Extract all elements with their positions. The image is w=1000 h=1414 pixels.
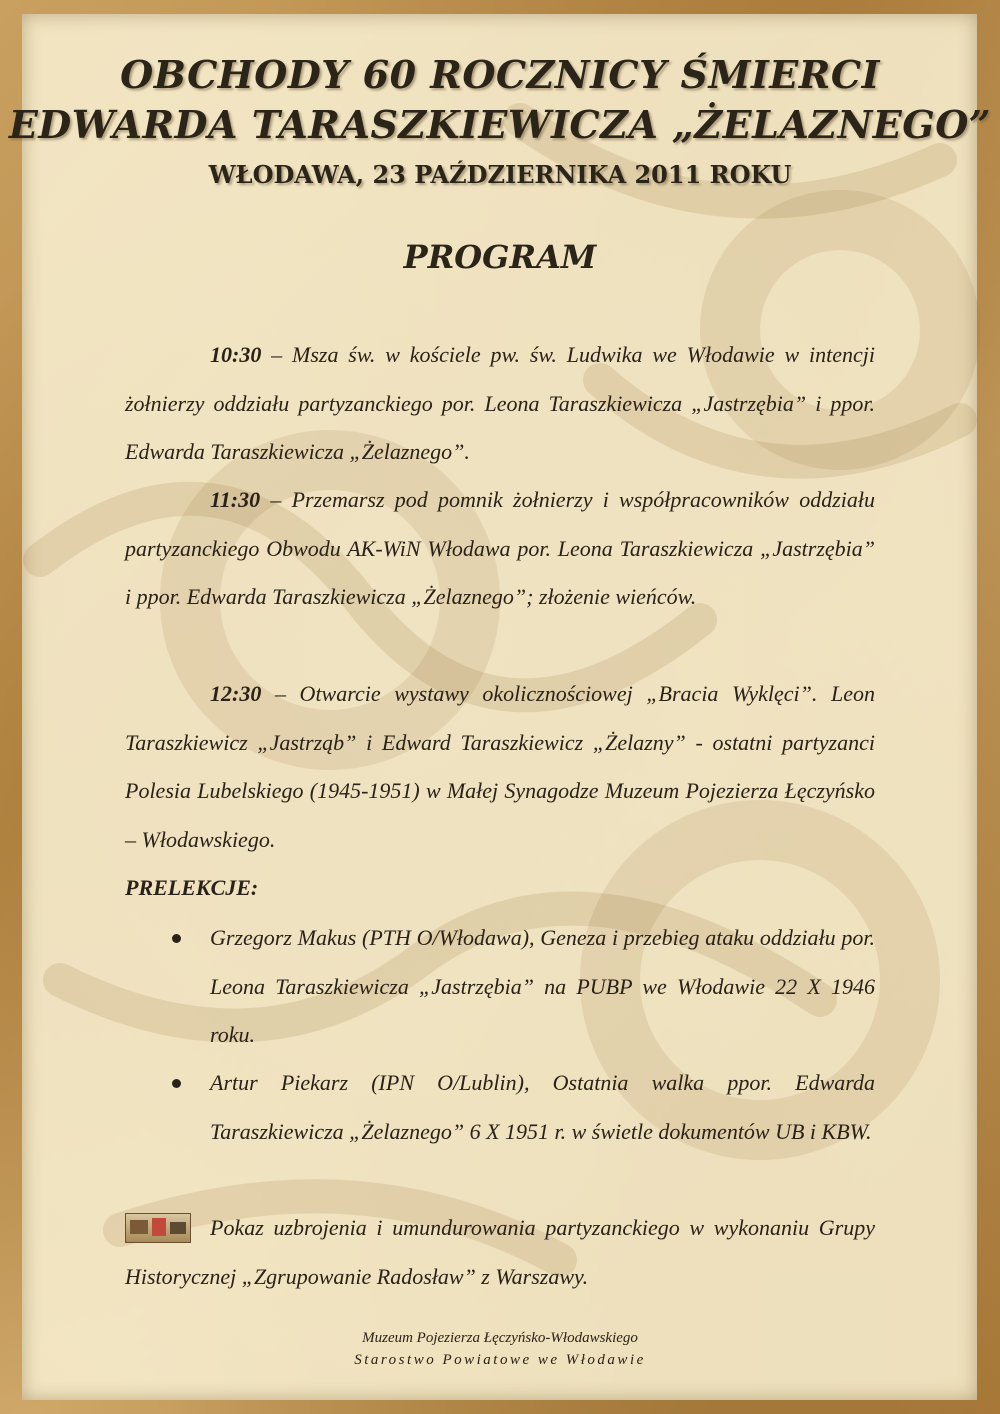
- title-line-1: OBCHODY 60 ROCZNICY ŚMIERCI: [120, 52, 880, 97]
- lecture-item-2-text: Artur Piekarz (IPN O/Lublin), Ostatnia walka ppor. Edwarda Taraszkiewicza „Żelaznego” 6 X 1951 r. w świetle dokumentów UB i KBW.: [210, 1070, 875, 1144]
- program-item-2-time: 11:30: [210, 487, 261, 512]
- program-item-1-text: – Msza św. w kościele pw. św. Ludwika we Włodawie w intencji żołnierzy oddziału partyzanckiego por. Leona Taraszkiewicza „Jastrzębia” i ppor. Edwarda Taraszkiewicza „Żelaznego”.: [125, 342, 875, 464]
- footer-starostwo: Starostwo Powiatowe we Włodawie: [354, 1352, 646, 1368]
- pokaz-paragraph: Pokaz uzbrojenia i umundurowania partyzanckiego w wykonaniu Grupy Historycznej „Zgrupowanie Radosław” z Warszawy.: [125, 1215, 875, 1289]
- program-item-2: [125, 476, 875, 622]
- program-item-3-text: – Otwarcie wystawy okolicznościowej „Bracia Wyklęci”. Leon Taraszkiewicz „Jastrząb” i Edward Taraszkiewicz „Żelazny” - ostatni partyzanci Polesia Lubelskiego (1945-1951) w Małej Synagodze Muzeum Pojezierza Łęczyńsko – Włodawskiego.: [125, 681, 875, 852]
- program-item-1-time: 10:30: [210, 342, 262, 367]
- event-date-location: WŁODAWA, 23 PAŹDZIERNIKA 2011 ROKU: [208, 160, 792, 189]
- program-item-1: [125, 331, 875, 477]
- program-heading: PROGRAM: [403, 238, 597, 276]
- lecture-item-2: [210, 1059, 875, 1156]
- lecture-item-1: [210, 914, 875, 1060]
- prelekcje-heading: PRELEKCJE:: [125, 875, 259, 900]
- lecture-item-1-text: Grzegorz Makus (PTH O/Włodawa), Geneza i przebieg ataku oddziału por. Leona Taraszkiewicza „Jastrzębia” na PUBP we Włodawie 22 X 1946 roku.: [210, 925, 875, 1047]
- title-line-2: EDWARDA TARASZKIEWICZA „ŻELAZNEGO”: [8, 102, 992, 147]
- program-item-3: [125, 670, 875, 864]
- bullet-icon: [172, 934, 181, 943]
- footer-museum: Muzeum Pojezierza Łęczyńsko-Włodawskiego: [362, 1330, 638, 1346]
- program-item-2-text: – Przemarsz pod pomnik żołnierzy i współpracowników oddziału partyzanckiego Obwodu AK-WiN Włodawa por. Leona Taraszkiewicza „Jastrzębia” i ppor. Edwarda Taraszkiewicza „Żelaznego”; złożenie wieńców.: [125, 487, 875, 609]
- bullet-icon: [172, 1079, 181, 1088]
- program-item-3-time: 12:30: [210, 681, 262, 706]
